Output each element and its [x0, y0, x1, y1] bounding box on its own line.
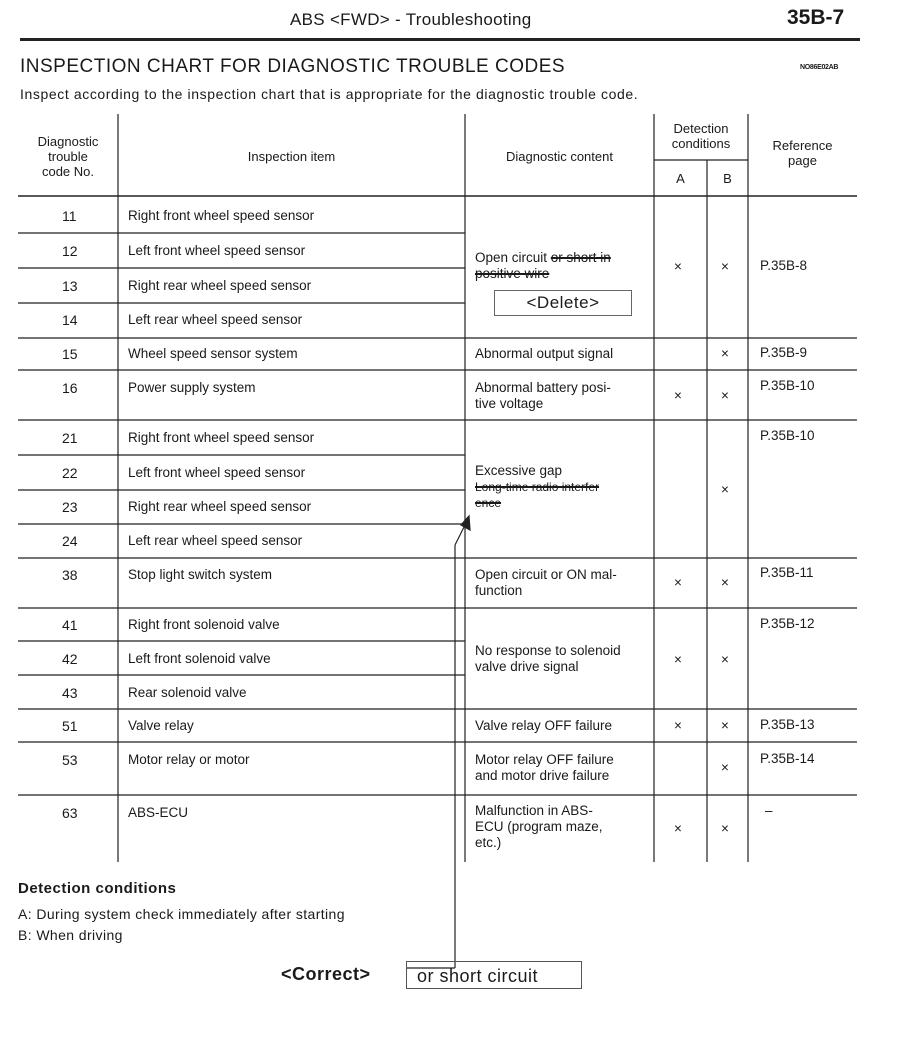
row-item: Stop light switch system — [128, 567, 273, 582]
header-code-line2: trouble — [48, 149, 88, 164]
header-inspection-item: Inspection item — [247, 149, 336, 164]
header-code-line3: code No. — [41, 164, 95, 179]
row-item: Valve relay — [128, 718, 194, 733]
content-line: Motor relay OFF failure — [475, 752, 614, 767]
content-line: Abnormal battery posi- — [475, 380, 611, 395]
row-item: Left front solenoid valve — [128, 651, 271, 666]
reference-page: P.35B-10 — [760, 428, 815, 443]
mark-b: × — [721, 575, 729, 590]
row-code: 43 — [62, 685, 78, 701]
row-item: Left rear wheel speed sensor — [128, 312, 303, 327]
mark-a: × — [674, 575, 682, 590]
content-line: valve drive signal — [475, 659, 579, 674]
row-item: Left front wheel speed sensor — [128, 465, 306, 480]
struck-text: positive wire — [475, 266, 550, 281]
header-detection-line2: conditions — [671, 136, 731, 151]
struck-text: ence — [475, 496, 502, 510]
mark-b: × — [721, 346, 729, 361]
content-line: and motor drive failure — [475, 768, 610, 783]
row-code: 13 — [62, 278, 78, 294]
row-item: Left front wheel speed sensor — [128, 243, 306, 258]
mark-b: × — [721, 259, 729, 274]
correct-annotation-label: <Correct> — [281, 964, 371, 984]
diagnostic-content — [475, 250, 653, 282]
header-code — [22, 134, 114, 179]
header-col-b: B — [723, 171, 732, 186]
header-reference-line1: Reference — [772, 138, 833, 153]
row-item: Right front wheel speed sensor — [128, 430, 315, 445]
reference-page: P.35B-14 — [760, 751, 815, 766]
diagnostic-content: Abnormal output signal — [475, 346, 614, 361]
header-detection-line1: Detection — [673, 121, 729, 136]
header-reference-page — [748, 138, 857, 168]
diagnostic-content — [475, 380, 653, 412]
content-line: ECU (program maze, — [475, 819, 603, 834]
mark-b: × — [721, 388, 729, 403]
delete-annotation: <Delete> — [494, 290, 632, 316]
detection-conditions-title: Detection conditions — [18, 880, 177, 897]
row-item: Motor relay or motor — [128, 752, 250, 767]
mark-b: × — [721, 760, 729, 775]
reference-page: – — [765, 803, 773, 818]
diagnostic-content — [475, 463, 653, 511]
content-line: function — [475, 583, 523, 598]
row-code: 16 — [62, 380, 78, 396]
mark-a: × — [674, 259, 682, 274]
row-item: Right rear wheel speed sensor — [128, 499, 312, 514]
row-code: 24 — [62, 533, 78, 549]
header-diagnostic-content: Diagnostic content — [506, 149, 613, 164]
mark-b: × — [721, 482, 729, 497]
content-text: Open circuit — [475, 250, 551, 265]
page-header-title: ABS <FWD> - Troubleshooting — [290, 10, 532, 29]
reference-page: P.35B-9 — [760, 345, 808, 360]
content-line: Excessive gap — [475, 463, 563, 478]
page-number: 35B-7 — [787, 6, 845, 29]
row-item: Rear solenoid valve — [128, 685, 247, 700]
reference-page: P.35B-13 — [760, 717, 815, 732]
intro-text: Inspect according to the inspection chart that is appropriate for the diagnostic trouble code. — [20, 86, 639, 102]
row-code: 53 — [62, 752, 78, 768]
row-code: 11 — [62, 208, 77, 224]
header-detection-conditions — [654, 121, 748, 151]
row-item: Power supply system — [128, 380, 256, 395]
row-code: 63 — [62, 805, 78, 821]
row-item: ABS-ECU — [128, 805, 189, 820]
detection-condition-b: B: When driving — [18, 927, 123, 943]
mark-b: × — [721, 652, 729, 667]
detection-condition-a: A: During system check immediately after starting — [18, 906, 345, 922]
mark-a: × — [674, 388, 682, 403]
diagnostic-content — [475, 803, 653, 851]
mark-b: × — [721, 718, 729, 733]
row-code: 15 — [62, 346, 78, 362]
header-reference-line2: page — [788, 153, 817, 168]
reference-page: P.35B-12 — [760, 616, 815, 631]
mark-a: × — [674, 821, 682, 836]
diagnostic-content — [475, 752, 653, 784]
row-code: 42 — [62, 651, 78, 667]
row-code: 41 — [62, 617, 78, 633]
correct-annotation-box: or short circuit — [406, 961, 582, 989]
diagnostic-content — [475, 643, 653, 675]
row-code: 23 — [62, 499, 78, 515]
mark-b: × — [721, 821, 729, 836]
row-item: Right rear wheel speed sensor — [128, 278, 312, 293]
content-line: Open circuit or ON mal- — [475, 567, 617, 582]
content-line: etc.) — [475, 835, 502, 850]
reference-page: P.35B-8 — [760, 258, 808, 273]
content-line: No response to solenoid — [475, 643, 621, 658]
struck-text: or short in — [550, 250, 611, 265]
header-code-line1: Diagnostic — [37, 134, 99, 149]
struck-text: Long-time radio interfer — [475, 480, 600, 494]
content-line: tive voltage — [475, 396, 544, 411]
row-item: Wheel speed sensor system — [128, 346, 298, 361]
diagnostic-content: Valve relay OFF failure — [475, 718, 613, 733]
diagnostic-content — [475, 567, 653, 599]
header-col-a: A — [676, 171, 685, 186]
row-item: Right front wheel speed sensor — [128, 208, 315, 223]
reference-page: P.35B-10 — [760, 378, 815, 393]
reference-page: P.35B-11 — [760, 565, 814, 580]
mark-a: × — [674, 652, 682, 667]
row-code: 38 — [62, 567, 78, 583]
row-code: 22 — [62, 465, 78, 481]
section-title: INSPECTION CHART FOR DIAGNOSTIC TROUBLE CODES — [20, 56, 566, 77]
document-code: NO86E02AB — [800, 64, 839, 71]
mark-a: × — [674, 718, 682, 733]
row-code: 14 — [62, 312, 78, 328]
row-item: Left rear wheel speed sensor — [128, 533, 303, 548]
row-item: Right front solenoid valve — [128, 617, 280, 632]
row-code: 51 — [62, 718, 78, 734]
row-code: 12 — [62, 243, 78, 259]
content-line: Malfunction in ABS- — [475, 803, 593, 818]
row-code: 21 — [62, 430, 78, 446]
